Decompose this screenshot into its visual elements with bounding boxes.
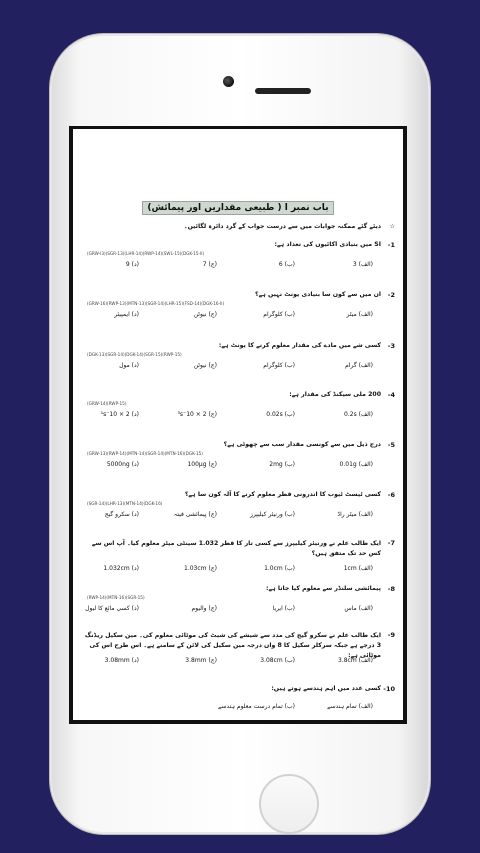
board-codes: (RWP-14)(MTN-16)(SGR-15)	[87, 595, 145, 600]
question-number: 4-	[387, 391, 395, 399]
answer-option[interactable]: (الف) 0.01g	[339, 461, 373, 468]
answer-option[interactable]: (ج) نیوٹن	[193, 311, 217, 318]
answer-option[interactable]: (د) مول	[119, 362, 139, 369]
question-text: ایک طالب علم نے سکرو گیج کی مدد سے شیشے کی شیٹ کی موٹائی معلوم کی۔ مین سکیل ریڈنگ 3 درجے ہے جبکہ سرکلر سکیل کا 8 واں درجہ مین سکیل کی لائن کے سامنے ہے۔ اس طرح اس کی موٹائی ہے:	[84, 632, 381, 659]
question-number: 1-	[387, 241, 395, 249]
home-button[interactable]	[259, 774, 319, 834]
answer-option[interactable]: (الف) ماس	[344, 605, 373, 612]
question-number: 3-	[387, 342, 395, 350]
answer-option[interactable]: (ب) تمام درست معلوم ہندسے	[217, 703, 295, 710]
earpiece-speaker	[255, 88, 311, 94]
answer-option[interactable]: (ب) کلوگرام	[263, 362, 295, 369]
question-text: 200 ملی سیکنڈ کی مقدار ہے:	[289, 391, 381, 398]
question-number: 5-	[387, 441, 395, 449]
question-number: 2-	[387, 291, 395, 299]
answer-option[interactable]: (الف) میٹر	[346, 311, 373, 318]
answer-option[interactable]: (ب) کلوگرام	[263, 311, 295, 318]
answer-option[interactable]: (الف) تمام ہندسے	[327, 703, 373, 710]
board-codes: (GRW-14)(RWP-15)	[87, 401, 127, 406]
question-item	[81, 539, 395, 583]
answer-option[interactable]: (ب) ایریا	[272, 605, 295, 612]
board-codes: (GRW-13)(RWP-14)(MTN-14)(SGR-14)(MTN-16)(DGK-15)	[87, 451, 203, 456]
question-text: درج ذیل میں سے کونسی مقدار سب سے چھوٹی ہے؟	[223, 441, 381, 448]
question-text: ان میں سے کون سا بنیادی یونٹ نہیں ہے؟	[255, 291, 381, 298]
question-text: کسی شے میں مادے کی مقدار معلوم کرنے کا یونٹ ہے:	[218, 342, 381, 349]
answer-option[interactable]: (ب) ورنیئر کیلیپرز	[249, 511, 295, 518]
answer-option[interactable]: (الف) 1cm	[343, 565, 373, 572]
question-item	[81, 342, 395, 386]
question-number: 10-	[383, 685, 395, 693]
question-number: 9-	[387, 631, 395, 639]
answer-option[interactable]: (د) 2 × 10⁻¹s	[100, 411, 139, 418]
answer-option[interactable]: (ب) 0.02s	[266, 411, 295, 418]
answer-option[interactable]: (ج) 100μg	[187, 461, 217, 468]
question-item	[81, 441, 395, 485]
board-codes: (GRW-16)(RWP-13)(MTN-13)(SGR-14)(LHR-15)(FSD-14)(DGK-16-II)	[87, 301, 225, 306]
answer-option[interactable]: (د) ایمپیئر	[114, 311, 139, 318]
document-page[interactable]	[73, 129, 403, 720]
answer-option[interactable]: (الف) میٹر راڈ	[337, 511, 373, 518]
answer-option[interactable]: (ب) 1.0cm	[264, 565, 295, 572]
answer-option[interactable]: (الف) 0.2s	[344, 411, 373, 418]
question-text: ایک طالب علم نے ورنیئر کیلیپرز سے کسی تار کا قطر 1.032 سینٹی میٹر معلوم کیا۔ آپ اس سے کس حد تک متفق ہیں؟	[91, 540, 381, 557]
chapter-title: باب نمبر ا ( طبیعی مقداریں اور پیمائش)	[73, 195, 403, 214]
question-item	[81, 631, 395, 675]
question-number: 8-	[387, 585, 395, 593]
instruction: دیئے گئے ممکنہ جوابات میں سے درست جواب کے گرد دائرہ لگائیں۔	[183, 223, 381, 230]
board-codes: (DGK-13)(SGR-14)(DGK-14)(SGR-15)(RWP-15)	[87, 352, 182, 357]
question-item	[81, 291, 395, 335]
answer-option[interactable]: (د) 5000ng	[106, 461, 139, 468]
answer-option[interactable]: (ج) پیمائشی فیتہ	[173, 511, 217, 518]
answer-option[interactable]: (ب) 6	[278, 261, 295, 268]
front-camera	[223, 76, 234, 87]
board-codes: (SGR-14)(LHR-13)(MTN-14)(DGK-16)	[87, 501, 163, 506]
answer-option[interactable]: (ج) 2 × 10⁻³s	[177, 411, 217, 418]
answer-option[interactable]: (د) سکرو گیج	[104, 511, 139, 518]
question-item	[81, 491, 395, 535]
question-item	[81, 241, 395, 285]
answer-option[interactable]: (د) 3.08mm	[104, 657, 139, 664]
answer-option[interactable]: (ج) 7	[202, 261, 217, 268]
question-text: پیمائشی سلنڈر سے معلوم کیا جاتا ہے:	[266, 585, 381, 592]
phone-screen	[69, 126, 407, 724]
question-item	[81, 585, 395, 629]
question-number: 6-	[387, 491, 395, 499]
answer-option[interactable]: (د) 1.032cm	[103, 565, 139, 572]
question-text: کسی ٹیسٹ ٹیوب کا اندرونی قطر معلوم کرنے کا آلہ کون سا ہے؟	[184, 491, 381, 498]
answer-option[interactable]: (د) کسی مائع کا لیول	[85, 605, 139, 612]
question-text: کسی عدد میں اہم ہندسے ہوتے ہیں:	[271, 685, 381, 692]
question-item	[81, 391, 395, 435]
answer-option[interactable]: (ج) نیوٹن	[193, 362, 217, 369]
star-icon: ☆	[389, 223, 395, 230]
answer-option[interactable]: (الف) گرام	[345, 362, 373, 369]
answer-option[interactable]: (ج) 3.8mm	[185, 657, 217, 664]
answer-option[interactable]: (ب) 3.08cm	[260, 657, 295, 664]
answer-option[interactable]: (الف) 3	[352, 261, 373, 268]
answer-option[interactable]: (الف) 3.8cm	[338, 657, 373, 664]
answer-option[interactable]: (ج) 1.03cm	[184, 565, 217, 572]
answer-option[interactable]: (ب) 2mg	[269, 461, 295, 468]
answer-option[interactable]: (ج) والیوم	[191, 605, 217, 612]
answer-option[interactable]: (د) 9	[125, 261, 139, 268]
question-text: SI میں بنیادی اکائیوں کی تعداد ہے:	[274, 241, 381, 248]
question-number: 7-	[387, 539, 395, 547]
question-item	[81, 685, 395, 720]
board-codes: (GRW-I3)(SGR-13)(LHR-14)(RWP-14)(SWL-15)(DGK-15-II)	[87, 251, 205, 256]
